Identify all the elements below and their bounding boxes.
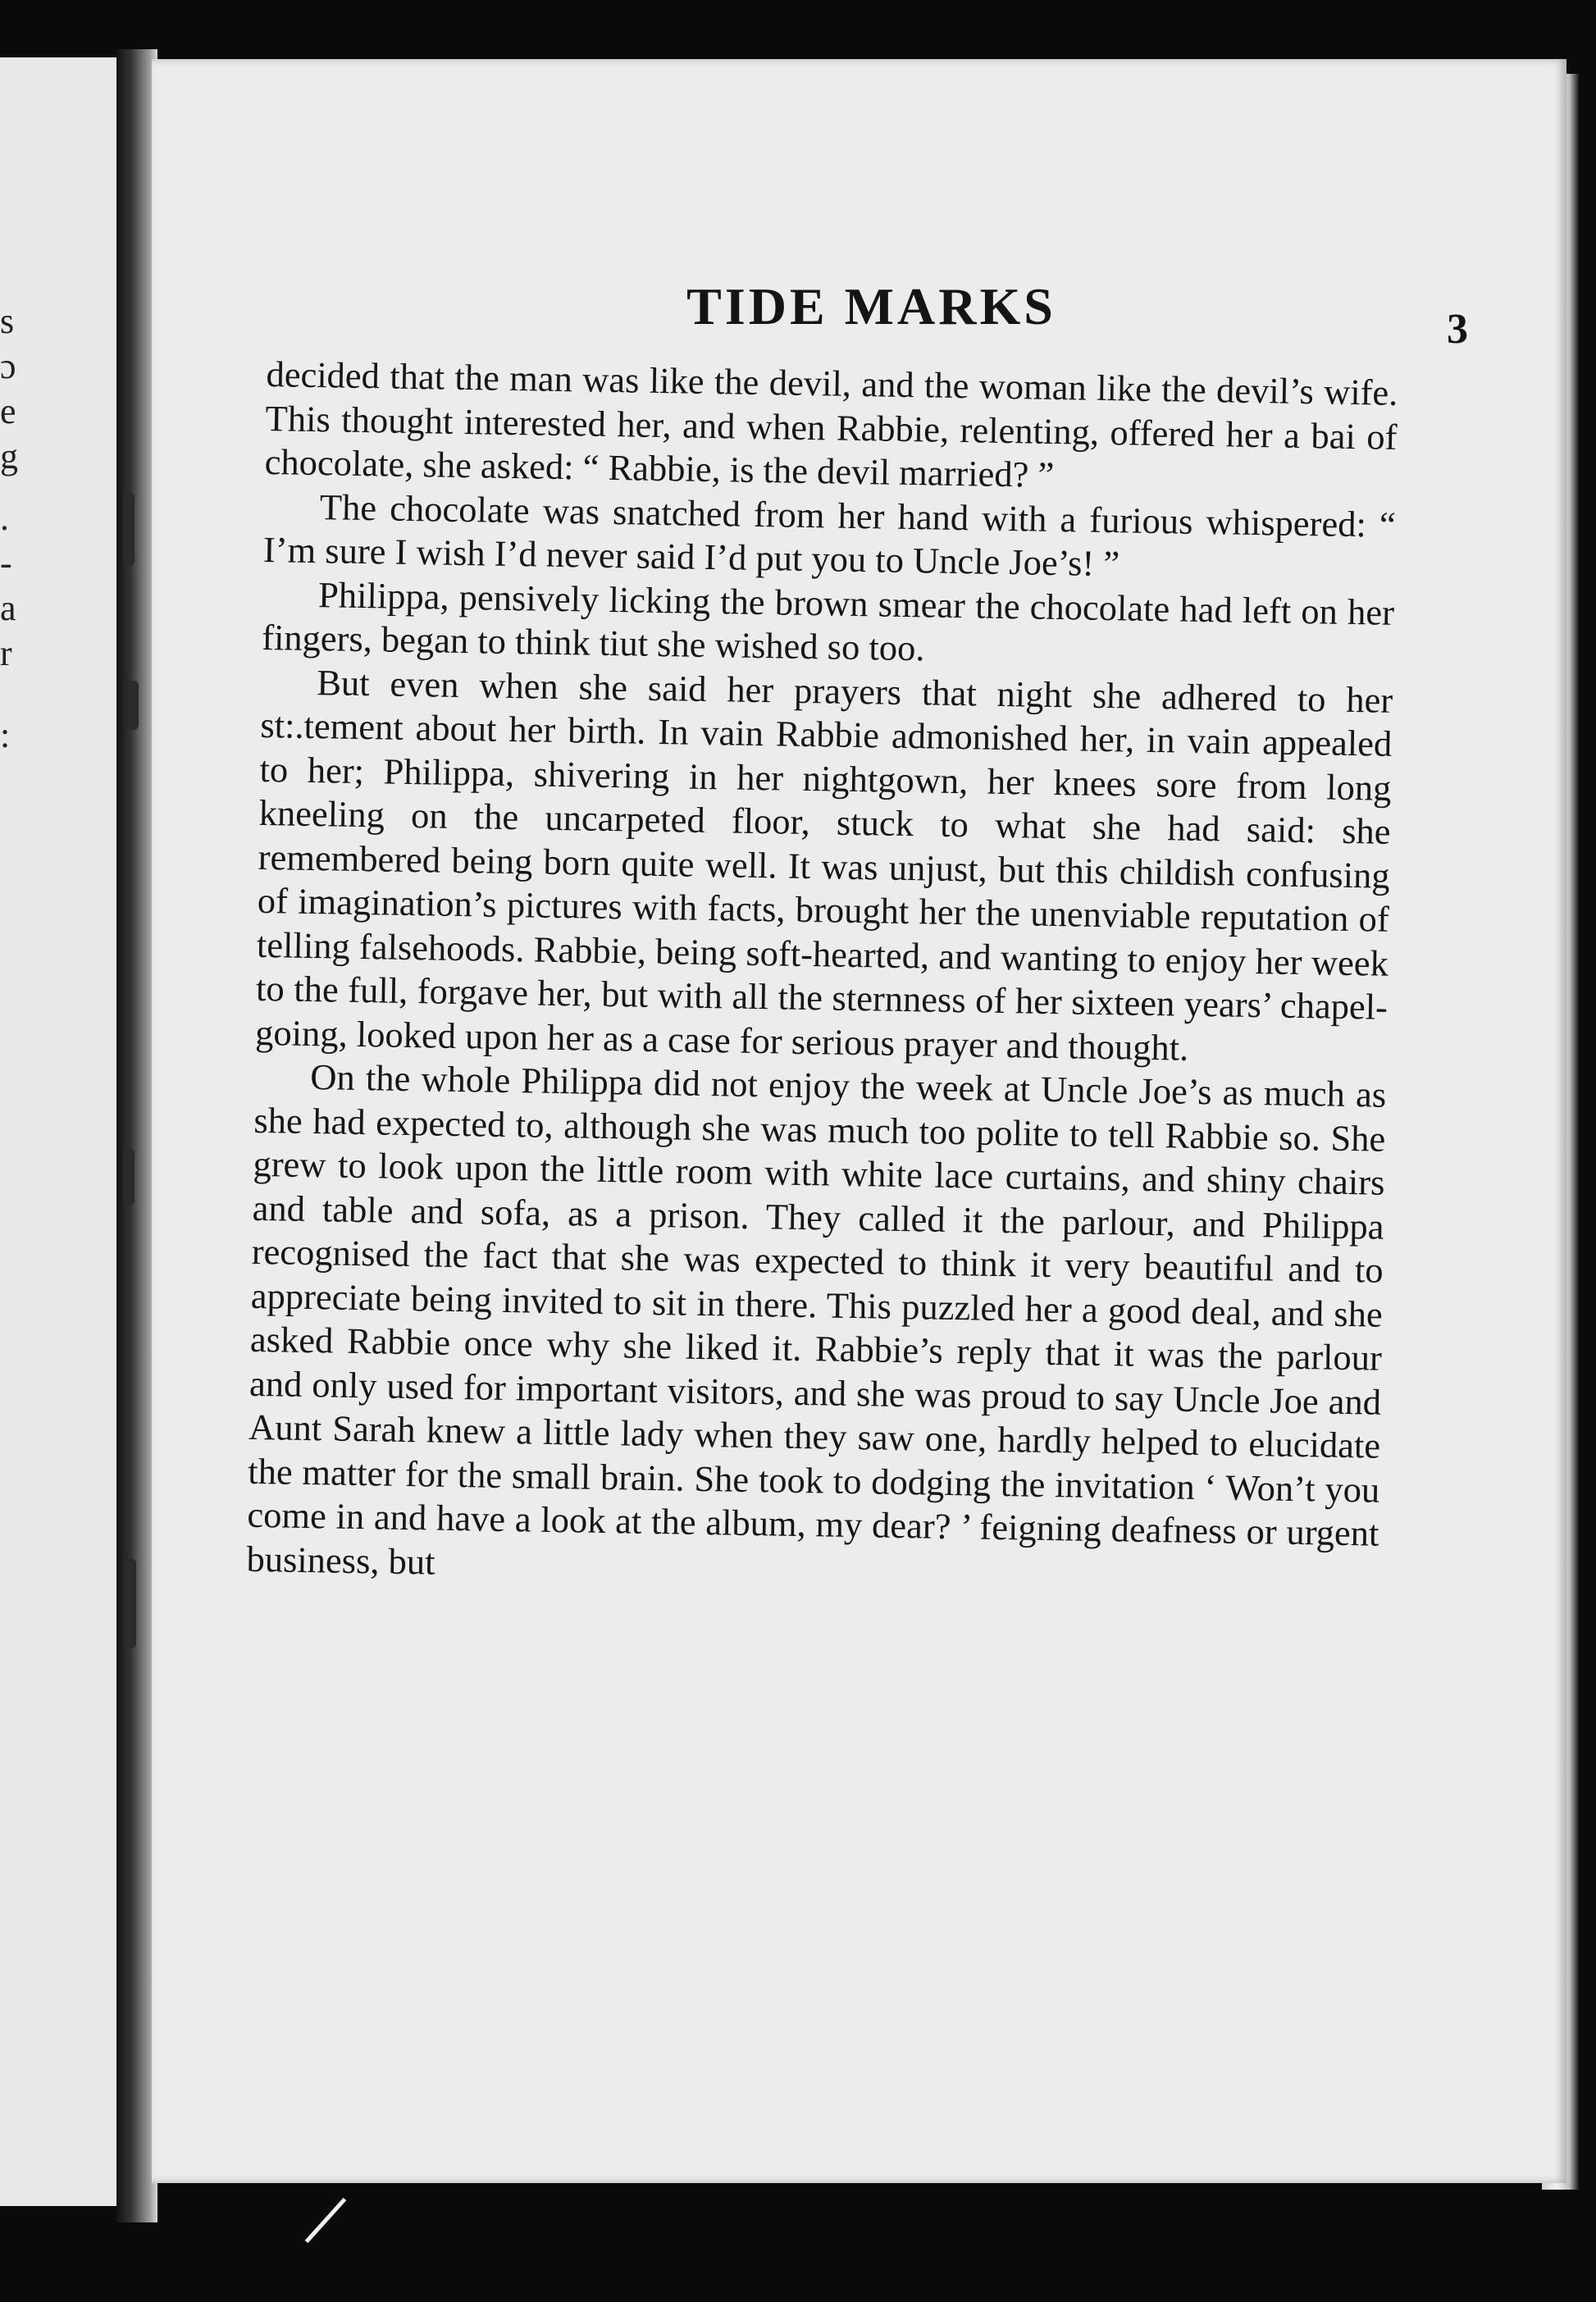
left-page-fragment: g	[0, 436, 18, 476]
left-page-fragment: e	[0, 391, 16, 431]
left-page-fragment: a	[0, 588, 16, 628]
gutter-smudge	[123, 492, 135, 566]
book-page	[152, 59, 1566, 2183]
page-body	[246, 353, 1398, 1600]
paragraph: The chocolate was snatched from her hand with a furious whispered: “ I’m sure I wish I’d never said I’d put you to Uncle Joe’s! ”	[262, 485, 1397, 585]
gutter-smudge	[123, 1148, 135, 1206]
paragraph: Philippa, pensively licking the brown smear the chocolate had left on her fingers, began to think tiut she wished so too.	[261, 573, 1395, 669]
gutter-smudge	[125, 1558, 136, 1648]
gutter-smudge	[127, 681, 139, 730]
left-page-fragment: .	[0, 498, 9, 538]
scan-scratch-mark	[305, 2198, 347, 2243]
left-page-fragment: -	[0, 543, 12, 583]
left-page-fragment: r	[0, 633, 12, 673]
page-number: 3	[1447, 306, 1468, 353]
previous-page-edge	[0, 57, 121, 2206]
paragraph: But even when she said her prayers that night she adhered to her st:.tement about her birth. In vain Rabbie admonished her, in vain appealed to her; Philippa, shivering in her nightgown, her knees sore from long kneeling on the uncarpeted floor, stuck to what she had said: she remembered being born quite well. It was unjust, but this childish confusing of imagination’s pictures with facts, brought her the unenviable reputation of telling falsehoods. Rabbie, being soft-hearted, and wanting to enjoy her week to the full, forgave her, but with all the sternness of her sixteen years’ chapel-going, looked upon her as a case for serious prayer and thought.	[254, 661, 1393, 1069]
left-page-fragment: ɔ	[0, 346, 16, 386]
left-page-fragment: s	[0, 301, 15, 341]
paragraph: decided that the man was like the devil, and the woman like the devil’s wife. This thought interested her, and when Rabbie, relenting, offered her a bai of chocolate, she asked: “ Rabbie, is the devil married? ”	[264, 353, 1398, 495]
running-head: TIDE MARKS	[686, 277, 1056, 335]
left-page-fragment: :	[0, 715, 11, 755]
paragraph: On the whole Philippa did not enjoy the week at Uncle Joe’s as much as she had expected to, although she was much too polite to tell Rabbie so. She grew to look upon the little room with white lace curtains, and shiny chairs and table and sofa, as a prison. They called it the parlour, and Philippa recognised the fact that she was expected to think it very beautiful and to appreciate being invited to sit in there. This puzzled her a good deal, and she asked Rabbie once why she liked it. Rabbie’s reply that it was the parlour and only used for important visitors, and she was proud to say Uncle Joe and Aunt Sarah knew a little lady when they saw one, hardly helped to elucidate the matter for the small brain. She took to dodging the invitation ‘ Won’t you come in and have a look at the album, my dear? ’ feigning deafness or urgent business, but	[246, 1056, 1387, 1583]
